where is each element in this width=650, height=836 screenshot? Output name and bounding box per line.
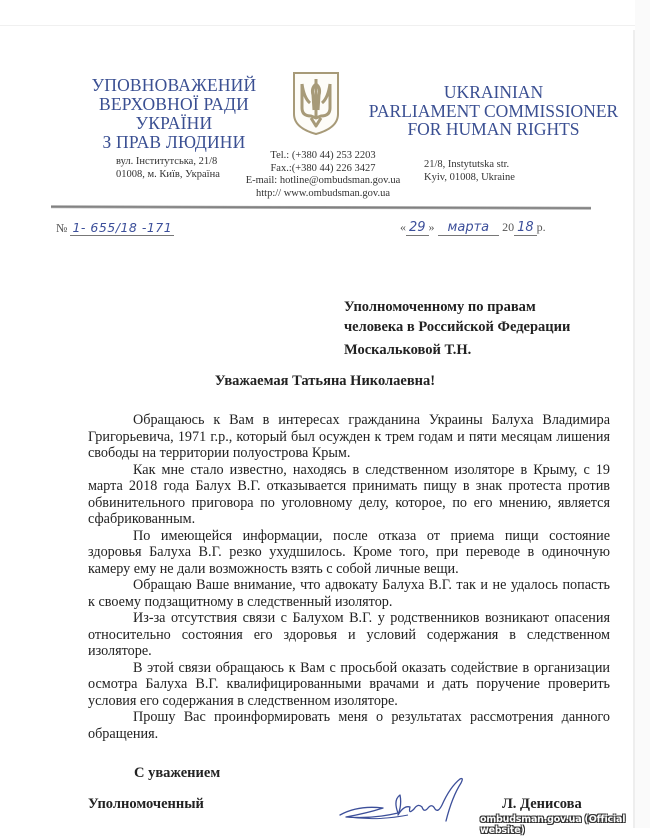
closing-regards: С уважением <box>134 765 221 781</box>
letterhead-ua-line: ВЕРХОВНОЇ РАДИ УКРАЇНИ <box>99 94 249 133</box>
date-day: 29 <box>406 220 429 236</box>
address-ukrainian <box>116 155 220 181</box>
trident-coat-of-arms-icon <box>291 70 341 136</box>
body-paragraph: Как мне стало известно, находясь в следственном изоляторе в Крыму, с 19 марта 2018 года Балух В.Г. отказывается принимать пищу в знак протеста против обвинительного приговора по уголовному делу, которое, по его мнению, является сфабрикованным. <box>88 461 610 527</box>
contact-info <box>225 150 421 200</box>
date-year-suffix: 18 <box>514 220 537 236</box>
letterhead-ua-line: УПОВНОВАЖЕНИЙ <box>91 75 257 95</box>
phone: Tel.: (+380 44) 253 2203 <box>270 150 376 161</box>
email: E-mail: hotline@ombudsman.gov.ua <box>245 175 401 186</box>
page-shadow <box>635 0 650 828</box>
reference-number <box>56 220 174 236</box>
signer-title: Уполномоченный <box>88 796 204 812</box>
body-paragraph: В этой связи обращаюсь к Вам с просьбой оказать содействие в организации осмотра Балуха В.Г. квалифицированными врачами и дать поручение проверить условия его содержания в следственном изоляторе. <box>88 659 610 709</box>
date-year-abbr: р. <box>536 220 546 234</box>
date-month: марта <box>438 220 500 236</box>
date-open-quote: « <box>400 220 406 234</box>
body-paragraph: Обращаю Ваше внимание, что адвокату Балуха В.Г. так и не удалось попасть к своему подзащитному в следственный изолятор. <box>88 577 610 610</box>
letterhead-divider <box>51 205 591 209</box>
body-paragraph: По имеющейся информации, после отказа от приема пищи состояние здоровья Балуха В.Г. резко ухудшилось. Кроме того, при переводе в одиночную камеру ему не дали возможность взять с собой личные вещи. <box>88 527 610 577</box>
body-paragraph: Обращаюсь к Вам в интересах гражданина Украины Балуха Владимира Григорьевича, 1971 г.р., который был осужден к трем годам и пяти месяцам лишения свободы на территории полуострова Крым. <box>88 412 610 461</box>
body-paragraph: Прошу Вас проинформировать меня о результатах рассмотрения данного обращения. <box>88 709 610 742</box>
date-year-prefix: 20 <box>502 220 515 234</box>
salutation: Уважаемая Татьяна Николаевна! <box>214 373 436 389</box>
address-line: 21/8, Instytutska str. <box>424 159 510 170</box>
source-watermark: ombudsman.gov.ua (Official website) <box>480 814 626 836</box>
letterhead-ua-line: З ПРАВ ЛЮДИНИ <box>102 132 246 152</box>
reference-value: 1- 655/18 -171 <box>72 220 173 235</box>
address-line: Kyiv, 01008, Ukraine <box>424 172 515 183</box>
letterhead-english-title <box>356 83 631 139</box>
handwritten-signature <box>338 775 470 825</box>
address-line: 01008, м. Київ, Україна <box>116 169 220 180</box>
body-paragraph: Из-за отсутствия связи с Балухом В.Г. у родственников возникают опасения относительно состояния его здоровья и условий содержания в следственном изоляторе. <box>88 610 610 659</box>
page-edge-right <box>633 30 635 828</box>
letterhead-ukrainian-title <box>64 76 284 152</box>
addressee-line: человека в Российской Федерации <box>344 319 571 335</box>
address-english <box>424 158 515 184</box>
letterhead-en-line: FOR HUMAN RIGHTS <box>407 119 580 139</box>
addressee-line: Уполномоченному по правам <box>344 299 536 315</box>
signer-name: Л. Денисова <box>502 796 582 812</box>
letterhead-en-line: UKRAINIAN <box>443 82 544 102</box>
letter-body <box>88 412 610 742</box>
date-close-quote: » <box>428 220 435 234</box>
letter-date <box>400 220 546 235</box>
letterhead-en-line: PARLIAMENT COMMISSIONER <box>368 100 619 121</box>
website: http:// www.ombudsman.gov.ua <box>256 187 390 199</box>
addressee-block <box>344 297 570 337</box>
page-edge-top <box>0 25 635 26</box>
address-line: вул. Інститутська, 21/8 <box>116 156 218 167</box>
number-sign: № <box>56 221 68 235</box>
fax: Fax.:(+380 44) 226 3427 <box>270 162 376 174</box>
addressee-name: Москальковой Т.Н. <box>344 342 472 358</box>
